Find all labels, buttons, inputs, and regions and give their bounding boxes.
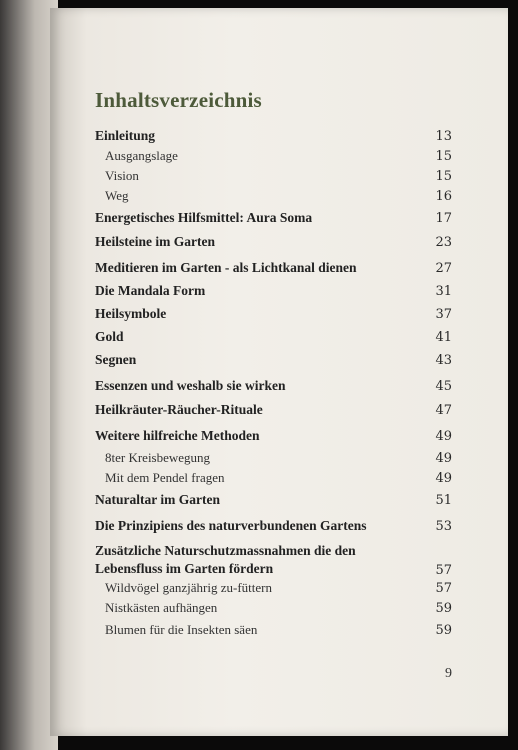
toc-entry — [95, 542, 452, 578]
toc-entry-label: Segnen — [95, 352, 137, 367]
toc-entry-page: 49 — [435, 429, 452, 444]
toc-entry — [95, 128, 452, 144]
toc-entry-label: Weg — [105, 188, 129, 203]
toc-entry-label: Vision — [105, 168, 139, 183]
toc-entry-label: Meditieren im Garten - als Lichtkanal dienen — [95, 260, 357, 275]
toc-entry-label: Heilsymbole — [95, 306, 167, 321]
toc-entry — [95, 378, 452, 394]
toc-entry — [95, 329, 452, 345]
toc-entry-page: 15 — [435, 169, 452, 184]
toc-entry — [95, 234, 452, 250]
book-page — [50, 8, 508, 736]
toc-entry-page: 15 — [435, 149, 452, 164]
toc-entry-page: 57 — [435, 563, 452, 578]
toc-entry-label: Gold — [95, 329, 124, 344]
toc-entry-label: Naturaltar im Garten — [95, 492, 220, 507]
toc-entry-label: Weitere hilfreiche Methoden — [95, 428, 260, 443]
toc-entry-page: 13 — [435, 129, 452, 144]
toc-entry-label: Energetisches Hilfsmittel: Aura Soma — [95, 210, 313, 225]
toc-entry-label: Nistkästen aufhängen — [105, 600, 218, 615]
toc-entry — [95, 188, 452, 204]
toc-entry-label: Wildvögel ganzjährig zu-füttern — [105, 580, 272, 595]
toc-entry-page: 57 — [435, 581, 452, 596]
toc-entry-page: 23 — [435, 235, 452, 250]
toc-entry-label: Mit dem Pendel fragen — [105, 470, 225, 485]
toc-entry-label: Die Mandala Form — [95, 283, 206, 298]
toc-entry — [95, 168, 452, 184]
toc-entry-page: 47 — [435, 403, 452, 418]
toc-entry-page: 37 — [435, 307, 452, 322]
toc-entry — [95, 470, 452, 486]
toc-entry-page: 49 — [435, 471, 452, 486]
toc-entry-label: Heilkräuter-Räucher-Rituale — [95, 402, 263, 417]
toc-entry-page: 43 — [435, 353, 452, 368]
toc-entry — [95, 518, 452, 534]
toc-entry-page: 59 — [435, 601, 452, 616]
toc-entry-page: 59 — [435, 623, 452, 638]
toc-entry-label: Essenzen und weshalb sie wirken — [95, 378, 286, 393]
toc-entry — [95, 402, 452, 418]
toc-entry — [95, 260, 452, 276]
toc-entry-label: Blumen für die Insekten säen — [105, 622, 258, 637]
toc-entry-label: Die Prinzipiens des naturverbundenen Gartens — [95, 518, 367, 533]
toc-entry-label: Ausgangslage — [105, 148, 178, 163]
toc-entry-label: Einleitung — [95, 128, 156, 143]
toc-entry-page: 53 — [435, 519, 452, 534]
toc-entry-page: 16 — [435, 189, 452, 204]
toc-entry — [95, 622, 452, 638]
toc-entry — [95, 210, 452, 226]
toc-entry-page: 17 — [435, 211, 452, 226]
toc-entry-page: 31 — [435, 284, 452, 299]
page-title: Inhaltsverzeichnis — [95, 88, 262, 112]
toc-entry-label: 8ter Kreisbewegung — [105, 450, 211, 465]
page-number: 9 — [445, 666, 452, 681]
toc-entry — [95, 283, 452, 299]
toc-entry-label: Heilsteine im Garten — [95, 234, 215, 249]
toc-entry — [95, 450, 452, 466]
toc-entry — [95, 148, 452, 164]
toc-entry-page: 49 — [435, 451, 452, 466]
toc-entry — [95, 306, 452, 322]
toc-entry — [95, 600, 452, 616]
toc-entry-page: 41 — [435, 330, 452, 345]
toc-entry-page: 45 — [435, 379, 452, 394]
toc-entry — [95, 492, 452, 508]
toc-entry-page: 27 — [435, 261, 452, 276]
toc-entry — [95, 428, 452, 444]
toc-entry-page: 51 — [435, 493, 452, 508]
toc-entry — [95, 352, 452, 368]
toc-entry-label: Zusätzliche Naturschutzmassnahmen die den Lebensfluss im Garten fördern — [95, 543, 356, 576]
toc-entry — [95, 580, 452, 596]
